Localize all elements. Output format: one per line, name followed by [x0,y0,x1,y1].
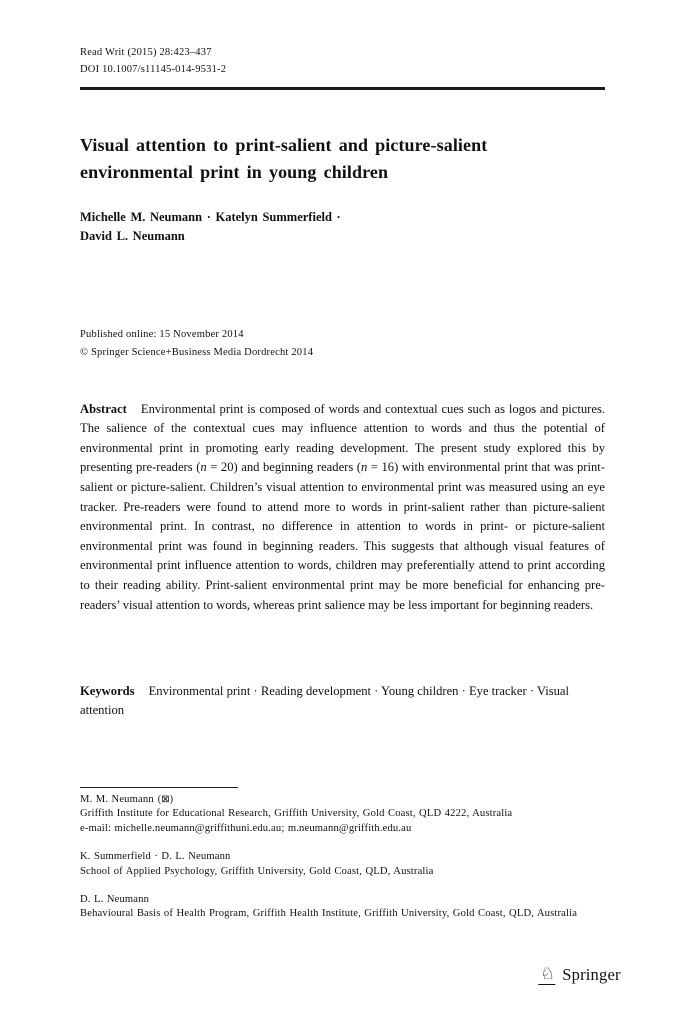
abstract-n1: n [200,460,207,475]
footnote-correspondence [80,793,605,836]
publisher-logo [539,965,621,985]
abstract [80,400,605,616]
article-title-line1: Visual attention to print-salient and picture-salient [80,135,488,155]
footnote-group-2-names: K. Summerfield · D. L. Neumann [80,851,231,863]
article-title [80,132,625,186]
abstract-text-2: = 20) and beginning readers ( [206,460,361,475]
footnotes [80,793,605,936]
correspondence-envelope-icon: (⊠) [157,794,174,805]
correspondence-name-line [80,793,605,807]
keywords [80,682,605,721]
journal-reference: Read Writ (2015) 28:423–437 [80,47,212,58]
correspondence-name: M. M. Neumann [80,794,154,805]
footnote-group-2-affiliation: School of Applied Psychology, Griffith University, Gold Coast, QLD, Australia [80,865,434,877]
abstract-n2: n [361,460,368,475]
doi: DOI 10.1007/s11145-014-9531-2 [80,64,227,75]
footnote-group-3-affiliation: Behavioural Basis of Health Program, Griffith Health Institute, Griffith University, Gold Coast, QLD, Australia [80,908,578,920]
article-title-line2: environmental print in young children [80,162,389,182]
springer-knight-icon: ♘ [539,964,557,984]
footnote-group-2 [80,850,605,879]
author-list [80,208,605,246]
footnote-rule [80,787,238,788]
abstract-text-1: Environmental print is composed of words and contextual cues such as logos and pictures. The salience of the contextual cues may influence attention to words and thus the potential of environmental print in promoting early reading development. The present study explored this by presenting pre-readers ( [80,401,605,475]
copyright-line: © Springer Science+Business Media Dordrecht 2014 [80,346,314,358]
authors-line2: David L. Neumann [80,229,185,243]
header-rule [80,87,605,90]
footnote-group-3-names: D. L. Neumann [80,894,150,906]
keywords-text: Environmental print · Reading development · Young children · Eye tracker · Visual attention [80,683,570,718]
publisher-name: Springer [562,965,621,984]
abstract-text-3: = 16) with environmental print that was print-salient or picture-salient. Children’s visual attention to environmental print was measured using an eye tracker. Pre-readers were found to attend more to words in print-salient rather than picture-salient environmental print. In contrast, no difference in attention to words in print- or picture-salient environmental print was found in beginning readers. This suggests that although visual features of environmental print influence attention to words, children may preferentially attend to print according to their reading ability. Print-salient environmental print may be more beneficial for enhancing pre-readers’ visual attention to words, whereas print salience may be less important for beginning readers. [80,460,605,612]
published-online: Published online: 15 November 2014 [80,329,244,340]
publication-info [80,326,605,361]
correspondence-email: e-mail: michelle.neumann@griffithuni.edu.au; m.neumann@griffith.edu.au [80,822,412,834]
abstract-label: Abstract [80,401,127,416]
journal-header [80,44,605,78]
footnote-group-3 [80,893,605,922]
correspondence-affiliation: Griffith Institute for Educational Research, Griffith University, Gold Coast, QLD 4222, Australia [80,808,513,820]
authors-line1: Michelle M. Neumann · Katelyn Summerfield · [80,210,341,224]
keywords-label: Keywords [80,683,135,698]
